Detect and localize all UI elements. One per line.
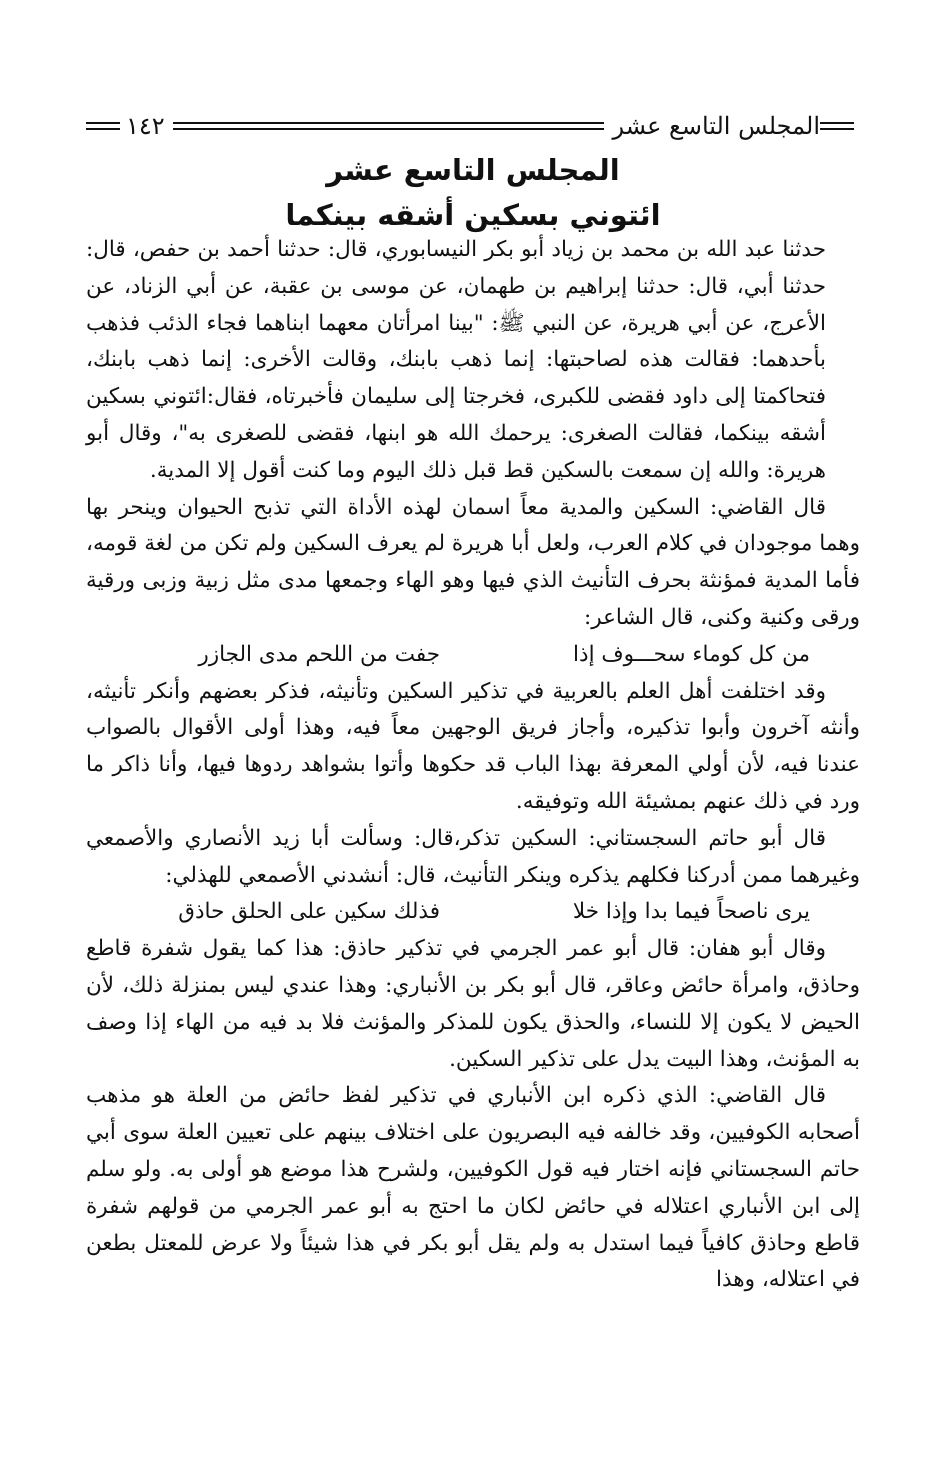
chapter-title: المجلس التاسع عشر bbox=[326, 153, 620, 187]
verse-line bbox=[86, 894, 860, 931]
verse-hemistich-first: يرى ناصحاً فيما بدا وإذا خلا bbox=[572, 899, 810, 925]
paragraph-hadith: حدثنا عبد الله بن محمد بن زياد أبو بكر النيسابوري، قال: حدثنا أحمد بن حفص، قال: حدثنا أبي، قال: حدثنا إبراهيم بن طهمان، عن موسى بن عقبة، عن أبي الزناد، عن الأعرج، عن أبي هريرة، عن النبي ﷺ: "بينا امرأتان معهما ابناهما فجاء الذئب فذهب بأحدهما: فقالت هذه لصاحبتها: إنما ذهب بابنك، وقالت الأخرى: إنما ذهب بابنك، فتحاكمتا إلى داود فقضى للكبرى، فخرجتا إلى سليمان فأخبرتاه، فقال:ائتوني بسكين أشقه بينكما، فقالت الصغرى: يرحمك الله هو ابنها، فقضى للصغرى به"، وقال أبو هريرة: والله إن سمعت بالسكين قط قبل ذلك اليوم وما كنت أقول إلا المدية. bbox=[86, 237, 826, 483]
chapter-subtitle: ائتوني بسكين أشقه بينكما bbox=[285, 198, 661, 232]
running-header bbox=[86, 106, 860, 146]
paragraph-commentary-3: قال أبو حاتم السجستاني: السكين تذكر،قال: وسألت أبا زيد الأنصاري والأصمعي وغيرهما ممن أدركنا فكلهم يذكره وينكر التأنيث، قال: أنشدني الأصمعي للهذلي: bbox=[86, 825, 860, 888]
verse-hemistich-first: من كل كوماء سحـــوف إذا bbox=[573, 641, 810, 667]
header-rule-end bbox=[86, 122, 120, 130]
header-rule-long bbox=[173, 122, 605, 130]
verse-hemistich-second: جفت من اللحم مدى الجازر bbox=[198, 641, 440, 667]
verse-line bbox=[86, 637, 860, 674]
body-text bbox=[86, 232, 860, 1299]
chapter-titles bbox=[86, 148, 860, 238]
paragraph-commentary-5: قال القاضي: الذي ذكره ابن الأنباري في تذكير لفظ حائض من العلة هو مذهب أصحابه الكوفيين، وقد خالفه فيه البصريون على اختلاف بينهم على تعيين العلة سوى أبي حاتم السجستاني فإنه اختار فيه قول الكوفيين، ولشرح هذا موضع هو أولى به. ولو سلم إلى ابن الأنباري اعتلاله في حائض لكان ما احتج به أبو عمر الجرمي من قولهم شفرة قاطع وحاذق كافياً فيما استدل به ولم يقل أبو بكر في هذا شيئاً ولا عرض للمعتل بطعن في اعتلاله، وهذا bbox=[86, 1083, 860, 1293]
paragraph-commentary-1: قال القاضي: السكين والمدية معاً اسمان لهذه الأداة التي تذبح الحيوان وينحر بها وهما موجودان في كلام العرب، ولعل أبا هريرة لم يعرف السكين ولم تكن من لغة قومه، فأما المدية فمؤنثة بحرف التأنيث الذي فيها وهو الهاء وجمعها مدى مثل زبية وزبى ورقية ورقى وكنية وكنى، قال الشاعر: bbox=[86, 494, 860, 630]
verse-hemistich-second: فذلك سكين على الحلق حاذق bbox=[178, 899, 440, 925]
header-section-title: المجلس التاسع عشر bbox=[612, 112, 820, 140]
page-number: ١٤٢ bbox=[126, 112, 165, 140]
paragraph-commentary-4: وقال أبو هفان: قال أبو عمر الجرمي في تذكير حاذق: هذا كما يقول شفرة قاطع وحاذق، وامرأة حائض وعاقر، قال أبو بكر بن الأنباري: وهذا عندي ليس بمنزلة ذلك، لأن الحيض لا يكون إلا للنساء، والحذق يكون للمذكر والمؤنث فلا بد فيه من الهاء إذا وصف به المؤنث، وهذا البيت يدل على تذكير السكين. bbox=[86, 936, 860, 1072]
paragraph-commentary-2: وقد اختلفت أهل العلم بالعربية في تذكير السكين وتأنيثه، فذكر بعضهم وأنكر تأنيثه، وأنثه آخرون وأبوا تذكيره، وأجاز فريق الوجهين معاً فيه، وهذا أولى الأقوال بالصواب عندنا فيه، لأن أولي المعرفة بهذا الباب قد حكوها وأتوا بشواهد ردوها فيها، وأنا ذاكر ما ورد في ذلك عنهم بمشيئة الله وتوفيقه. bbox=[86, 678, 860, 814]
header-rule-short bbox=[820, 122, 854, 130]
